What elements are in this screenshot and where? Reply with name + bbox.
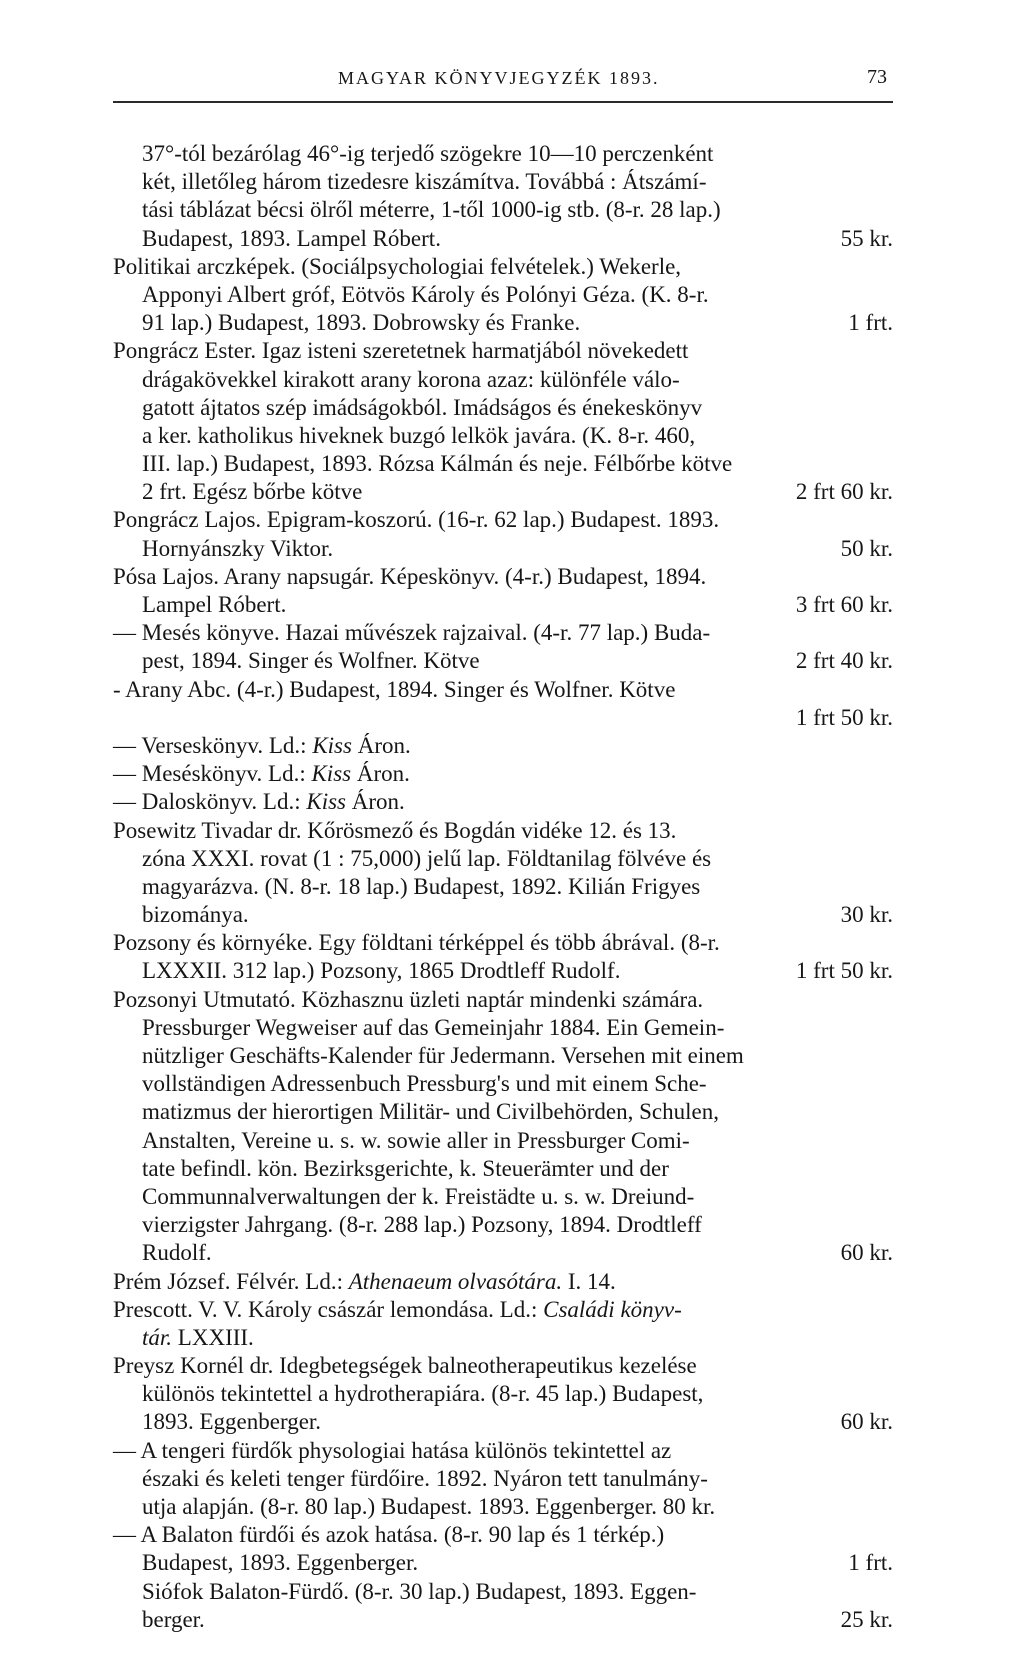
- line-text: Pressburger Wegweiser auf das Gemeinjahr 1884. Ein Gemein-: [142, 1014, 725, 1040]
- text-line: [113, 506, 893, 534]
- line-text: III. lap.) Budapest, 1893. Rózsa Kálmán és neje. Félbőrbe kötve: [142, 451, 733, 477]
- line-text: 2 frt. Egész bőrbe kötve: [142, 479, 363, 505]
- text-line: [113, 591, 893, 619]
- price: 1 frt 50 kr.: [795, 958, 893, 984]
- line-text: pest, 1894. Singer és Wolfner. Kötve: [142, 648, 480, 674]
- italic-reference: tár.: [142, 1324, 173, 1350]
- line-text: — Daloskönyv. Ld.: Kiss Áron.: [113, 789, 405, 815]
- italic-reference: Kiss: [306, 789, 346, 815]
- text-line: [113, 1070, 893, 1098]
- text-line: [113, 1296, 893, 1324]
- line-text: Pósa Lajos. Arany napsugár. Képeskönyv. (4-r.) Budapest, 1894.: [113, 563, 707, 589]
- price: 2 frt 60 kr.: [795, 479, 893, 505]
- line-text: — Verseskönyv. Ld.: Kiss Áron.: [113, 732, 411, 758]
- line-text: Prém József. Félvér. Ld.: Athenaeum olvasótára. I. 14.: [113, 1268, 616, 1294]
- line-text: matizmus der hierortigen Militär- und Civilbehörden, Schulen,: [142, 1099, 719, 1125]
- line-text: — A Balaton fürdői és azok hatása. (8-r. 90 lap és 1 térkép.): [113, 1522, 665, 1548]
- text-line: [113, 563, 893, 591]
- text-line: [113, 845, 893, 873]
- line-text: Pongrácz Ester. Igaz isteni szeretetnek harmatjából növekedett: [113, 338, 689, 364]
- line-text: Preysz Kornél dr. Idegbetegségek balneotherapeutikus kezelése: [113, 1353, 697, 1379]
- text-line: [113, 704, 893, 732]
- text-line: [113, 1606, 893, 1634]
- price: 60 kr.: [840, 1240, 893, 1266]
- text-line: [113, 901, 893, 929]
- price: 50 kr.: [840, 535, 893, 561]
- line-text: 91 lap.) Budapest, 1893. Dobrowsky és Franke.: [142, 310, 581, 336]
- line-text: két, illetőleg három tizedesre kiszámítva. Továbbá : Átszámí-: [142, 169, 707, 195]
- text-line: [113, 929, 893, 957]
- text-line: [113, 619, 893, 647]
- text-line: [113, 957, 893, 985]
- text-line: [113, 1549, 893, 1577]
- text-line: [113, 1155, 893, 1183]
- price: 60 kr.: [840, 1409, 893, 1435]
- price: 2 frt 40 kr.: [795, 648, 893, 674]
- line-text: különös tekintettel a hydrotherapiára. (8-r. 45 lap.) Budapest,: [142, 1381, 704, 1407]
- text-line: [113, 1042, 893, 1070]
- text-line: [113, 394, 893, 422]
- price: 25 kr.: [840, 1606, 893, 1632]
- price: 3 frt 60 kr.: [795, 592, 893, 617]
- text-line: [113, 140, 893, 168]
- line-text: - Arany Abc. (4-r.) Budapest, 1894. Singer és Wolfner. Kötve: [113, 676, 676, 702]
- catalog-entries: [113, 140, 893, 1634]
- line-text: Prescott. V. V. Károly császár lemondása. Ld.: Családi könyv-: [113, 1296, 682, 1322]
- italic-reference: Családi könyv-: [543, 1296, 682, 1322]
- text-line: [113, 168, 893, 196]
- running-head-title: MAGYAR KÖNYVJEGYZÉK 1893.: [338, 68, 660, 88]
- price: 1 frt.: [848, 1550, 893, 1576]
- text-line: [113, 817, 893, 845]
- text-line: [113, 422, 893, 450]
- line-text: Apponyi Albert gróf, Eötvös Károly és Polónyi Géza. (K. 8-r.: [142, 281, 709, 307]
- text-line: [113, 1352, 893, 1380]
- line-text: gatott ájtatos szép imádságokból. Imádságos és énekeskönyv: [142, 394, 703, 420]
- running-head: [113, 62, 893, 92]
- text-line: [113, 1408, 893, 1436]
- line-text: bizománya.: [142, 902, 249, 928]
- text-line: [113, 1098, 893, 1126]
- text-line: [113, 1127, 893, 1155]
- text-line: [113, 676, 893, 704]
- text-line: [113, 873, 893, 901]
- text-line: [113, 478, 893, 506]
- line-text: tár. LXXIII.: [142, 1324, 254, 1350]
- text-line: [113, 253, 893, 281]
- text-line: [113, 732, 893, 760]
- text-line: [113, 1578, 893, 1606]
- text-line: [113, 535, 893, 563]
- italic-reference: Kiss: [312, 732, 352, 758]
- line-text: Budapest, 1893. Eggenberger.: [142, 1550, 419, 1576]
- text-line: [113, 647, 893, 675]
- line-text: északi és keleti tenger fürdőire. 1892. Nyáron tett tanulmány-: [142, 1465, 708, 1491]
- line-text: Pozsony és környéke. Egy földtani térképpel és több ábrával. (8-r.: [113, 930, 720, 956]
- line-text: vollständigen Adressenbuch Pressburg's und mit einem Sche-: [142, 1071, 707, 1097]
- price: 1 frt.: [848, 310, 893, 336]
- line-text: Siófok Balaton-Fürdő. (8-r. 30 lap.) Budapest, 1893. Eggen-: [142, 1578, 697, 1604]
- text-line: [113, 309, 893, 337]
- italic-reference: Kiss: [311, 761, 352, 787]
- text-line: [113, 1380, 893, 1408]
- text-line: [113, 1493, 893, 1521]
- line-text: nützliger Geschäfts-Kalender für Jedermann. Versehen mit einem: [142, 1043, 744, 1068]
- price: 1 frt 50 kr.: [795, 704, 893, 730]
- text-line: [113, 1324, 893, 1352]
- text-line: [113, 1521, 893, 1549]
- text-line: [113, 337, 893, 365]
- line-text: Budapest, 1893. Lampel Róbert.: [142, 225, 441, 251]
- line-text: Pongrácz Lajos. Epigram-koszorú. (16-r. 62 lap.) Budapest. 1893.: [113, 507, 720, 533]
- line-text: Posewitz Tivadar dr. Kőrösmező és Bogdán vidéke 12. és 13.: [113, 817, 677, 843]
- price: 55 kr.: [840, 225, 893, 251]
- line-text: — A tengeri fürdők physologiai hatása különös tekintettel az: [113, 1437, 672, 1463]
- text-line: [113, 1211, 893, 1239]
- text-line: [113, 1437, 893, 1465]
- italic-reference: Athenaeum olvasótára.: [348, 1268, 563, 1294]
- line-text: Hornyánszky Viktor.: [142, 535, 334, 561]
- text-line: [113, 1268, 893, 1296]
- header-rule: [113, 101, 893, 103]
- line-text: Rudolf.: [142, 1240, 212, 1266]
- line-text: utja alapján. (8-r. 80 lap.) Budapest. 1893. Eggenberger. 80 kr.: [142, 1494, 716, 1519]
- line-text: Politikai arczképek. (Sociálpsychologiai felvételek.) Wekerle,: [113, 253, 682, 279]
- text-line: [113, 1183, 893, 1211]
- line-text: drágakövekkel kirakott arany korona azaz: különféle válo-: [142, 366, 680, 392]
- text-line: [113, 281, 893, 309]
- line-text: magyarázva. (N. 8-r. 18 lap.) Budapest, 1892. Kilián Frigyes: [142, 873, 701, 899]
- text-line: [113, 450, 893, 478]
- line-text: — Mesés könyve. Hazai művészek rajzaival. (4-r. 77 lap.) Buda-: [113, 620, 711, 646]
- text-line: [113, 366, 893, 394]
- line-text: tate befindl. kön. Bezirksgerichte, k. Steuerämter und der: [142, 1155, 669, 1181]
- line-text: zóna XXXI. rovat (1 : 75,000) jelű lap. Földtanilag fölvéve és: [142, 845, 712, 871]
- line-text: berger.: [142, 1606, 205, 1632]
- text-line: [113, 1239, 893, 1267]
- text-line: [113, 986, 893, 1014]
- text-line: [113, 196, 893, 224]
- line-text: Pozsonyi Utmutató. Közhasznu üzleti naptár mindenki számára.: [113, 986, 704, 1012]
- price: 30 kr.: [840, 902, 893, 928]
- line-text: Lampel Róbert.: [142, 592, 287, 617]
- text-line: [113, 1465, 893, 1493]
- text-line: [113, 225, 893, 253]
- line-text: Communnalverwaltungen der k. Freistädte u. s. w. Dreiund-: [142, 1183, 695, 1209]
- line-text: vierzigster Jahrgang. (8-r. 288 lap.) Pozsony, 1894. Drodtleff: [142, 1212, 702, 1238]
- text-line: [113, 1014, 893, 1042]
- line-text: a ker. katholikus hiveknek buzgó lelkök javára. (K. 8-r. 460,: [142, 422, 696, 448]
- line-text: tási táblázat bécsi ölről méterre, 1-től 1000-ig stb. (8-r. 28 lap.): [142, 197, 721, 223]
- line-text: LXXXII. 312 lap.) Pozsony, 1865 Drodtleff Rudolf.: [142, 958, 621, 984]
- text-line: [113, 788, 893, 816]
- line-text: Anstalten, Vereine u. s. w. sowie aller in Pressburger Comi-: [142, 1127, 690, 1153]
- page-number: 73: [867, 66, 887, 88]
- line-text: 1893. Eggenberger.: [142, 1409, 322, 1435]
- line-text: 37°-tól bezárólag 46°-ig terjedő szögekre 10—10 perczenként: [142, 141, 714, 166]
- text-line: [113, 760, 893, 788]
- line-text: — Meséskönyv. Ld.: Kiss Áron.: [113, 761, 410, 787]
